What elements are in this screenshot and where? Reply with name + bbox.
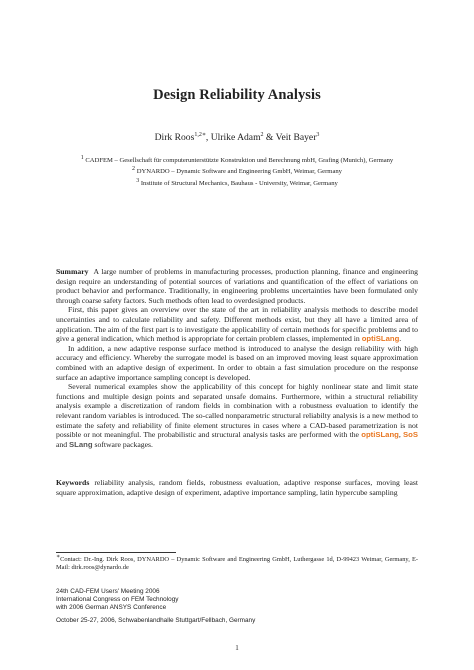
keywords-section bbox=[56, 478, 418, 497]
keywords-text: reliability analysis, random fields, robustness evaluation, adaptive response surfaces, moving least square approximation, adaptive design of experiment, adaptive importance sampling, latin hypercube sampling bbox=[56, 478, 418, 497]
optislang-logo: optiSLang bbox=[361, 334, 400, 344]
conference-date: October 25-27, 2006, Schwabenlandhalle Stuttgart/Fellbach, Germany bbox=[56, 617, 256, 624]
affiliation-1: $^1$ CADFEM – Gesellschaft für computerunterstützte Konstruktion und Berechnung mbH, Grafing (Munich), Germany bbox=[80, 154, 394, 164]
author-bayer-affil: 3 bbox=[316, 131, 320, 138]
author-adam: Ulrike Adam bbox=[210, 132, 261, 143]
sos-logo: SoS bbox=[403, 430, 418, 440]
author-separator: , bbox=[205, 132, 211, 143]
page-number: 1 bbox=[235, 644, 239, 652]
affiliation-3: $^3$ Institute of Structural Mechanics, Bauhaus - University, Weimar, Germany bbox=[136, 177, 338, 187]
author-bayer: Veit Bayer bbox=[275, 132, 317, 143]
author-line bbox=[0, 132, 474, 143]
summary-paragraph-1: Summary A large number of problems in manufacturing processes, production planning, finance and engineering design require an understanding of potential sources of variations and quantification of the effect of variations on product behavior and performance. Traditionally, in engineering problems uncertainties have been formulated only through coarse safety factors. Such methods often lead to overdesigned products. bbox=[56, 267, 418, 305]
author-separator: & bbox=[263, 132, 276, 143]
affiliation-2: $^2$ DYNARDO – Dynamic Software and Engineering GmbH, Weimar, Germany bbox=[132, 165, 342, 175]
summary-label: Summary bbox=[56, 267, 89, 276]
author-roos: Dirk Roos bbox=[154, 132, 195, 143]
summary-section bbox=[56, 267, 418, 449]
footnote-divider bbox=[56, 552, 176, 553]
summary-paragraph-2: First, this paper gives an overview over the state of the art in reliability analysis methods to describe model uncertainties and to calculate reliability and safety. Different methods exist, but they all have a limited area of application. The aim of the first part is to investigate the applicability of certain methods for specific problems and to give a general indication, which method is appropriate for certain problem classes, implemented in optiSLang. bbox=[56, 305, 418, 344]
conference-info: 24th CAD-FEM Users' Meeting 2006 International Congress on FEM Technology with 2006 German ANSYS Conference bbox=[56, 588, 179, 611]
summary-paragraph-4: Several numerical examples show the applicability of this concept for highly nonlinear state and limit state functions and multiple design points and separated unsafe domains. Furthermore, within a structural reliability analysis example a discretization of random fields in combination with a robustness evaluation to identify the relevant random variables is introduced. The so-called nonparametric structural reliabilty analysis is a new method to estimate the safety and reliability of finite element structures in cases where a CAD-based parametrization is not possible or not meaningful. The probabilistic and structural analysis tasks are performed with the optiSLang, SoS and SLang software packages. bbox=[56, 382, 418, 449]
slang-logo: SLang bbox=[69, 439, 93, 449]
summary-paragraph-3: In addition, a new adaptive response surface method is introduced to analyse the design reliability with high accuracy and efficiency. Whereby the surrogate model is based on an improved moving least square approximation combined with an adaptive design of experiment. In order to obtain a fast simulation procedure on the response surface an adaptive importance sampling concept is developed. bbox=[56, 343, 418, 382]
author-adam-affil: 2 bbox=[260, 131, 264, 138]
paper-title: Design Reliability Analysis bbox=[153, 87, 321, 103]
contact-footnote: ∗Contact: Dr.-Ing. Dirk Roos, DYNARDO – Dynamic Software and Engineering GmbH, Luthergasse 1d, D-99423 Weimar, Germany, E-Mail: dirk.roos@dynardo.de bbox=[56, 553, 418, 571]
optislang-logo: optiSLang bbox=[361, 430, 399, 440]
keywords-label: Keywords bbox=[56, 478, 90, 487]
author-roos-footnote-mark: ∗ bbox=[201, 131, 206, 138]
author-roos-affil: 1,2 bbox=[194, 131, 202, 138]
